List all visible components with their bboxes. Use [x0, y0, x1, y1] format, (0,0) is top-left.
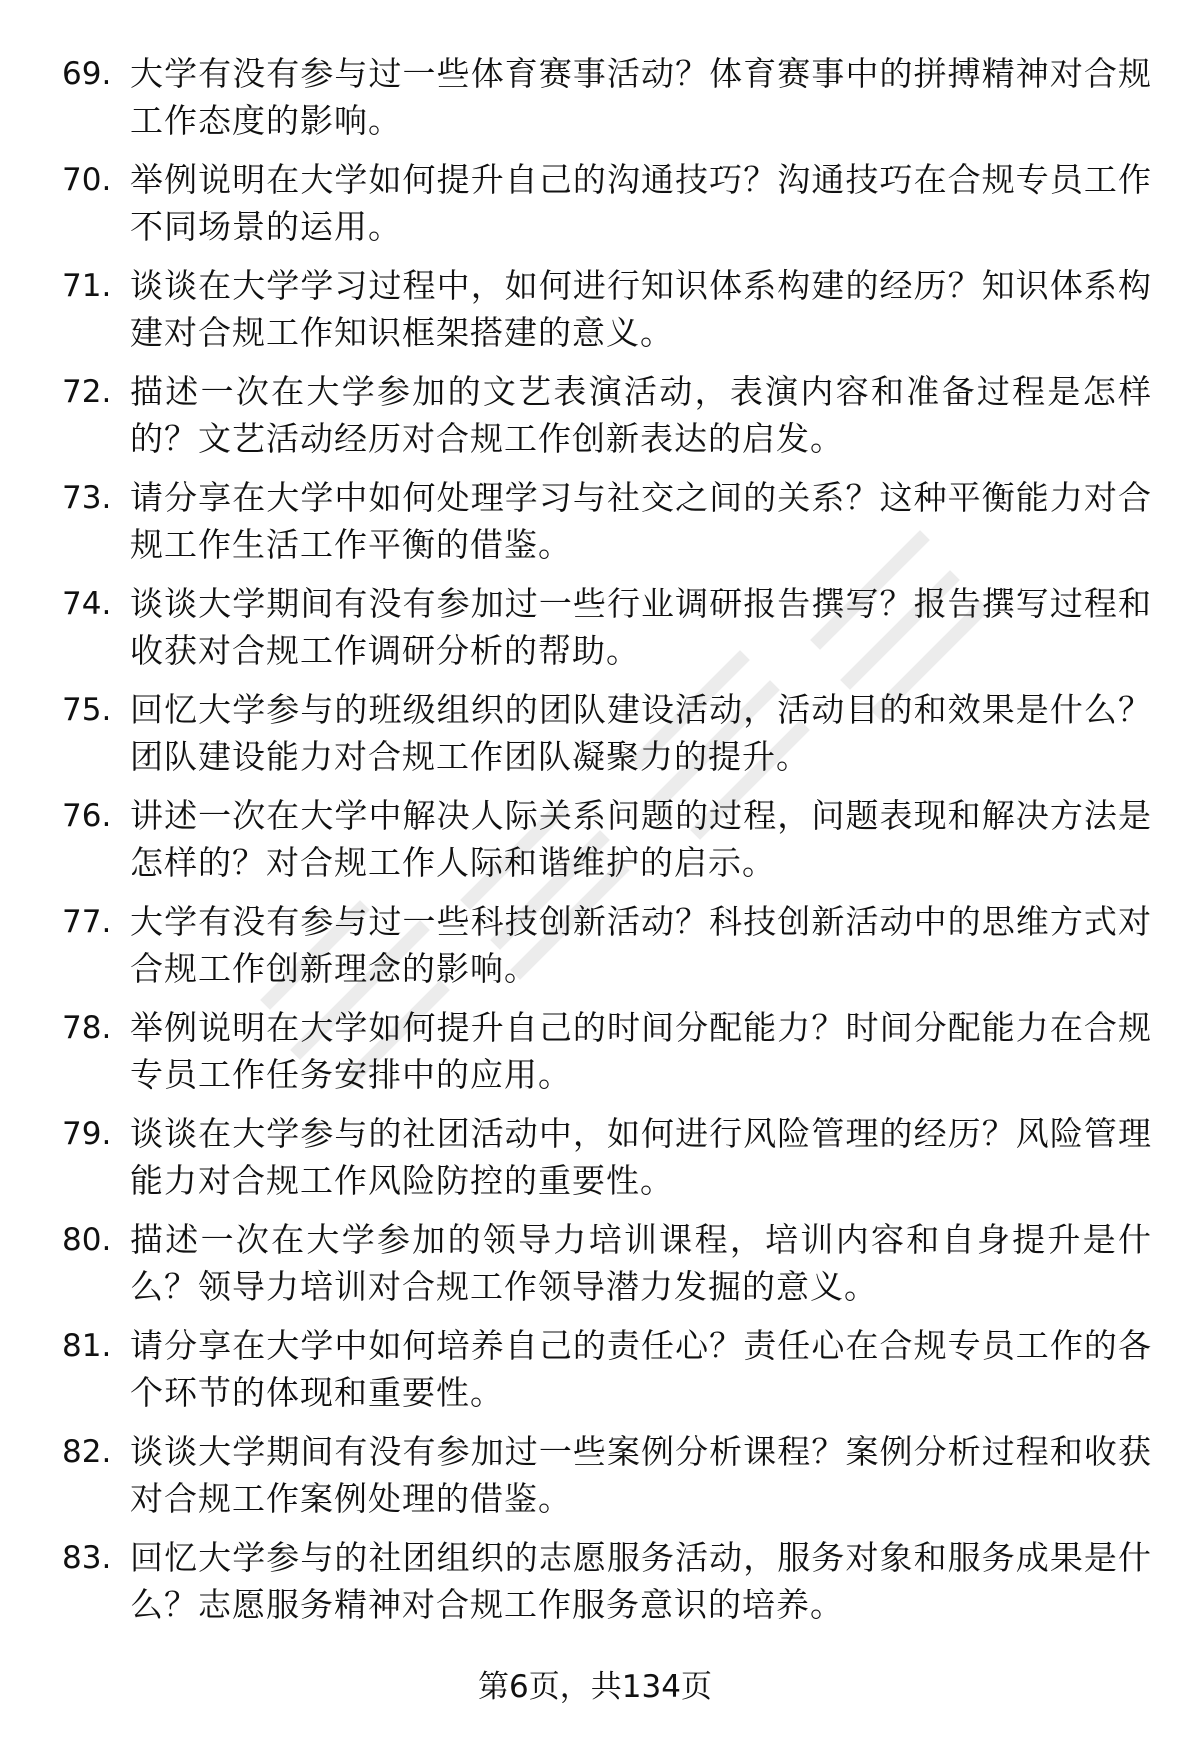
- question-number: 80.: [62, 1222, 112, 1258]
- question-item: [62, 50, 1152, 146]
- question-number: 71.: [62, 268, 112, 304]
- question-item: [62, 1110, 1152, 1206]
- question-number: 81.: [62, 1328, 112, 1364]
- question-number: 72.: [62, 374, 112, 410]
- question-text: 回忆大学参与的社团组织的志愿服务活动，服务对象和服务成果是什么？志愿服务精神对合规工作服务意识的培养。: [130, 1538, 1152, 1624]
- question-item: [62, 156, 1152, 252]
- question-item: [62, 1534, 1152, 1630]
- question-number: 76.: [62, 798, 112, 834]
- question-item: [62, 368, 1152, 464]
- question-item: [62, 898, 1152, 994]
- question-text: 谈谈在大学学习过程中，如何进行知识体系构建的经历？知识体系构建对合规工作知识框架搭建的意义。: [130, 266, 1152, 352]
- question-text: 请分享在大学中如何处理学习与社交之间的关系？这种平衡能力对合规工作生活工作平衡的借鉴。: [130, 478, 1152, 564]
- question-item: [62, 1216, 1152, 1312]
- question-item: [62, 1322, 1152, 1418]
- question-text: 请分享在大学中如何培养自己的责任心？责任心在合规专员工作的各个环节的体现和重要性。: [130, 1326, 1152, 1412]
- question-number: 77.: [62, 904, 112, 940]
- question-number: 75.: [62, 692, 112, 728]
- question-text: 大学有没有参与过一些科技创新活动？科技创新活动中的思维方式对合规工作创新理念的影响。: [130, 902, 1152, 988]
- question-text: 举例说明在大学如何提升自己的沟通技巧？沟通技巧在合规专员工作不同场景的运用。: [130, 160, 1152, 246]
- question-item: [62, 1428, 1152, 1524]
- question-item: [62, 262, 1152, 358]
- question-item: [62, 474, 1152, 570]
- question-item: [62, 580, 1152, 676]
- question-number: 83.: [62, 1540, 112, 1576]
- question-list: [62, 50, 1152, 1640]
- page-number-footer: 第6页，共134页: [478, 1669, 712, 1705]
- question-number: 70.: [62, 162, 112, 198]
- question-item: [62, 686, 1152, 782]
- question-number: 74.: [62, 586, 112, 622]
- question-number: 69.: [62, 56, 112, 92]
- question-text: 讲述一次在大学中解决人际关系问题的过程，问题表现和解决方法是怎样的？对合规工作人际和谐维护的启示。: [130, 796, 1152, 882]
- question-text: 大学有没有参与过一些体育赛事活动？体育赛事中的拼搏精神对合规工作态度的影响。: [130, 54, 1152, 140]
- question-number: 78.: [62, 1010, 112, 1046]
- question-number: 82.: [62, 1434, 112, 1470]
- question-text: 谈谈大学期间有没有参加过一些行业调研报告撰写？报告撰写过程和收获对合规工作调研分析的帮助。: [130, 584, 1152, 670]
- question-text: 举例说明在大学如何提升自己的时间分配能力？时间分配能力在合规专员工作任务安排中的应用。: [130, 1008, 1152, 1094]
- question-text: 回忆大学参与的班级组织的团队建设活动，活动目的和效果是什么？团队建设能力对合规工作团队凝聚力的提升。: [130, 690, 1152, 776]
- question-number: 73.: [62, 480, 112, 516]
- question-number: 79.: [62, 1116, 112, 1152]
- question-text: 描述一次在大学参加的文艺表演活动，表演内容和准备过程是怎样的？文艺活动经历对合规工作创新表达的启发。: [130, 372, 1152, 458]
- question-text: 谈谈在大学参与的社团活动中，如何进行风险管理的经历？风险管理能力对合规工作风险防控的重要性。: [130, 1114, 1152, 1200]
- question-item: [62, 1004, 1152, 1100]
- question-item: [62, 792, 1152, 888]
- question-text: 谈谈大学期间有没有参加过一些案例分析课程？案例分析过程和收获对合规工作案例处理的借鉴。: [130, 1432, 1152, 1518]
- question-text: 描述一次在大学参加的领导力培训课程，培训内容和自身提升是什么？领导力培训对合规工作领导潜力发掘的意义。: [130, 1220, 1152, 1306]
